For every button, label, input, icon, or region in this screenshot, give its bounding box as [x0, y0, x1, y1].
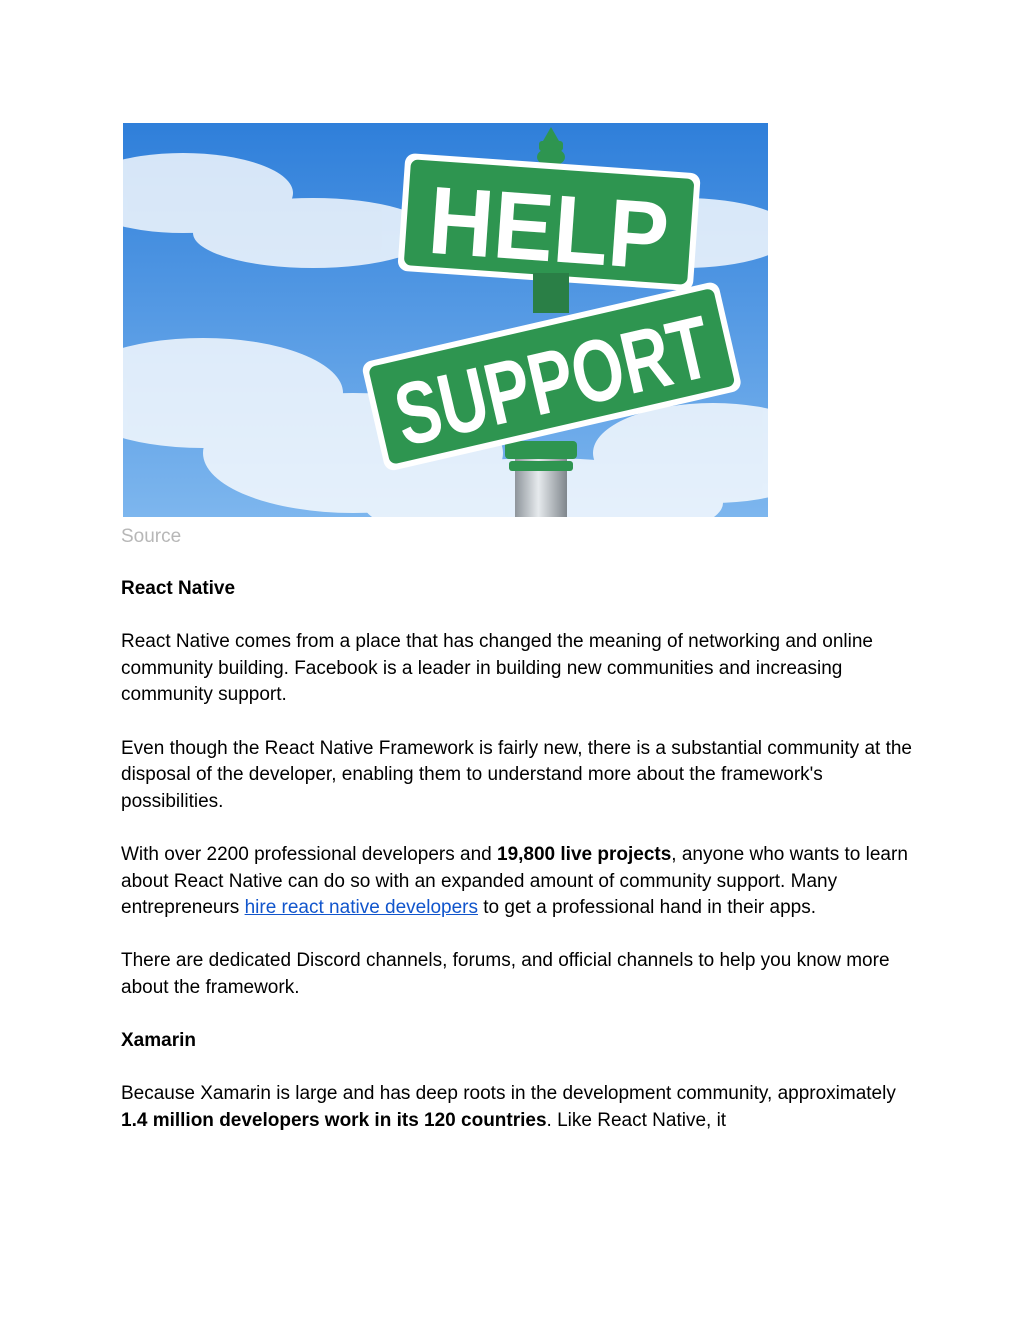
text-run: With over 2200 professional developers and	[121, 843, 498, 865]
text-run: to get a professional hand in their apps.	[478, 897, 817, 919]
xamarin-paragraph-1	[121, 1081, 921, 1134]
hire-developers-link[interactable]: hire react native developers	[244, 897, 478, 919]
text-run: Because Xamarin is large and has deep roots in the development community, approximately	[121, 1083, 896, 1105]
react-native-paragraph-3	[121, 842, 921, 922]
react-native-heading: React Native	[121, 578, 236, 599]
react-native-paragraph-4: There are dedicated Discord channels, forums, and official channels to help you know more about the framework.	[121, 950, 890, 998]
live-projects-stat: 19,800 live projects	[497, 843, 672, 865]
help-support-sign-image	[123, 123, 823, 517]
support-sign-text: SUPPORT	[385, 272, 823, 465]
help-sign-text: HELP	[425, 166, 689, 292]
react-native-paragraph-1: React Native comes from a place that has changed the meaning of networking and online community building. Facebook is a leader in building new communities and increasing community support.	[121, 631, 874, 706]
xamarin-heading: Xamarin	[121, 1030, 196, 1052]
article-body	[121, 576, 921, 1161]
help-sign	[397, 153, 701, 292]
text-run: . Like React Native, it	[546, 1109, 727, 1131]
image-source-caption: Source	[121, 526, 182, 547]
text-run: , anyone who wants to learn about React Native can do so with an expanded amount of community support. Many entrepreneurs	[121, 843, 908, 919]
react-native-paragraph-2: Even though the React Native Framework is fairly new, there is a substantial community at the disposal of the developer, enabling them to understand more about the framework's possibilities.	[121, 737, 912, 812]
xamarin-developers-stat: 1.4 million developers work in its 120 countries	[121, 1109, 547, 1131]
